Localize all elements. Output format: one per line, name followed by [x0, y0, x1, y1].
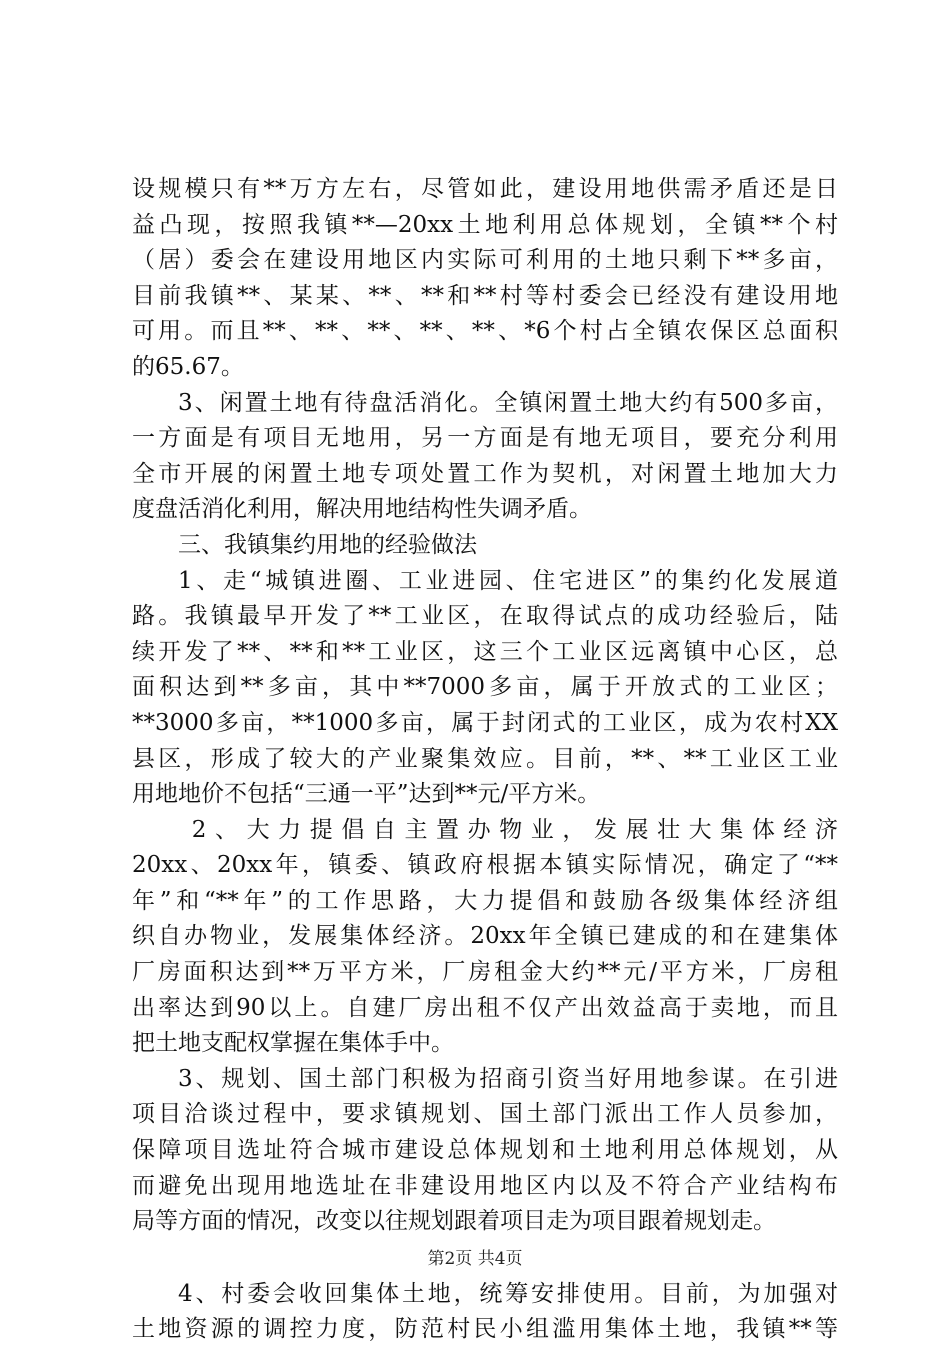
- text-line: 县区，形成了较大的产业聚集效应。目前，**、**工业区工业: [132, 745, 838, 772]
- text-line: **3000多亩，**1000多亩，属于封闭式的工业区，成为农村XX: [132, 709, 838, 736]
- text-line: 20xx、20xx年，镇委、镇政府根据本镇实际情况，确定了“**: [132, 852, 838, 879]
- text-line: 3、闲置土地有待盘活消化。全镇闲置土地大约有500多亩，: [178, 389, 838, 416]
- text-line: 厂房面积达到**万平方米，厂房租金大约**元/平方米，厂房租: [132, 959, 838, 986]
- text-line: 把土地支配权掌握在集体手中。: [132, 1030, 454, 1057]
- text-line: 4、村委会收回集体土地，统筹安排使用。目前，为加强对: [178, 1280, 838, 1307]
- text-line: 3、规划、国土部门积极为招商引资当好用地参谋。在引进: [178, 1065, 838, 1092]
- text-line: 设规模只有**万方左右，尽管如此，建设用地供需矛盾还是日: [132, 176, 838, 202]
- text-line: 用地地价不包括“三通一平”达到**元/平方米。: [132, 781, 601, 808]
- text-line: 年”和“**年”的工作思路，大力提倡和鼓励各级集体经济组: [132, 887, 838, 914]
- text-line: 的65.67。: [132, 353, 244, 380]
- text-line: 土地资源的调控力度，防范村民小组滥用集体土地，我镇**等: [132, 1316, 838, 1343]
- text-line: 路。我镇最早开发了**工业区，在取得试点的成功经验后，陆: [132, 603, 838, 630]
- text-line: 2、大力提倡自主置办物业，发展壮大集体经济: [191, 816, 838, 843]
- text-line: 一方面是有项目无地用，另一方面是有地无项目，要充分利用: [132, 425, 838, 452]
- page-footer: 第2页 共4页: [427, 1249, 523, 1269]
- text-line: 三、我镇集约用地的经验做法: [178, 531, 477, 558]
- text-line: 项目洽谈过程中，要求镇规划、国土部门派出工作人员参加，: [132, 1101, 838, 1128]
- text-line: 局等方面的情况，改变以往规划跟着项目走为项目跟着规划走。: [132, 1208, 776, 1235]
- text-line: 面积达到**多亩，其中**7000多亩，属于开放式的工业区；: [132, 674, 838, 701]
- text-line: 续开发了**、**和**工业区，这三个工业区远离镇中心区，总: [132, 638, 838, 665]
- text-line: 全市开展的闲置土地专项处置工作为契机，对闲置土地加大力: [132, 460, 838, 487]
- text-line: 而避免出现用地选址在非建设用地区内以及不符合产业结构布: [132, 1172, 838, 1199]
- text-line: 益凸现，按照我镇**—20xx土地利用总体规划，全镇**个村: [132, 211, 838, 238]
- text-line: 出率达到90以上。自建厂房出租不仅产出效益高于卖地，而且: [132, 994, 838, 1021]
- text-line: 可用。而且**、**、**、**、**、*6个村占全镇农保区总面积: [132, 318, 838, 345]
- text-line: 织自办物业，发展集体经济。20xx年全镇已建成的和在建集体: [132, 923, 838, 950]
- text-line: 1、走“城镇进圈、工业进园、住宅进区”的集约化发展道: [178, 567, 838, 594]
- text-line: 度盘活消化利用，解决用地结构性失调矛盾。: [132, 496, 592, 523]
- document-body: [132, 172, 838, 1348]
- text-line: （居）委会在建设用地区内实际可利用的土地只剩下**多亩，: [132, 247, 838, 274]
- text-line: 保障项目选址符合城市建设总体规划和土地利用总体规划，从: [132, 1137, 838, 1164]
- text-line: 目前我镇**、某某、**、**和**村等村委会已经没有建设用地: [132, 282, 838, 309]
